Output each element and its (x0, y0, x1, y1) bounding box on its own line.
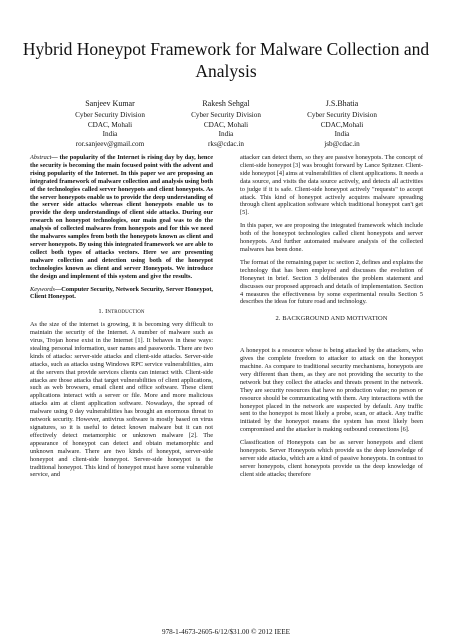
author-location: CDAC, Mohali (87, 120, 133, 129)
background-paragraph: A honeypot is a resource whose is being attacked by the attackers, who gives the complete freedom to attacker to attack on the honeypot machine. As compare to traditional security mechanisms, honeypots are very different than them, as they are not providing the security to the network but they collect the attacks and threats present in the network. They are security resources that have no production value; no person or resource should be communicating with them. Any interactions with the honeypot placed in the network are suspected by default. Any traffic sent to the honeypot is most likely a probe, scan, or attack. Any traffic initiated by the honeypot means the system has most likely been compromised and the attacker is making outbound connections [6]. (240, 347, 423, 434)
section-number: 2. (275, 315, 281, 323)
body-paragraph: attacker can detect them, so they are passive honeypots. The concept of client-side honeypot [3] was brought forward by Lance Spitzner. Client-side honeypot [4] aims at vulnerabilities of client applications. It needs a data source, and visits the data source actively, and detects all activities to judge if it is safe. Client-side honeypot actively "requests" to accept attack. This kind of honeypot actively acquires malware spreading through client application software which traditional honeypot can't get [5]. (240, 154, 423, 217)
intro-paragraph: As the size of the internet is growing, it is becoming very difficult to maintain the security of the Internet. A number of malware such as virus, Trojan horse exist in the Internet [1]. It behaves in these ways: stealing personal information, user names and passwords. There are two kinds of attacks: server-side attacks and client-side attacks. Server-side attacks, such as attacks using Windows RPC service vulnerabilities, aim at the servers that provide services clients can interact with. Client-side attacks are those attacks that target vulnerabilities of client applications, such as web browsers, email client and office software. These client applications interact with a server or file. More and more malicious attacks aim at client application software. Nowadays, the spread of malware using 0 day vulnerabilities has brought an enormous threat to network security. However, antivirus software is mostly based on virus signatures, so it is useful to detect known malware but it can not effectively detect metamorphic or unknown malware [2]. The appearance of honeypot can detect and obtain metamorphic and unknown malware. There are two kinds of honeypot, server-side honeypot and client-side honeypot. Server-side honeypot is the traditional honeypot. This kind of honeypot must have some vulnerable service, and (30, 321, 213, 479)
author-name: J.S.Bhatia (325, 99, 359, 108)
abstract (30, 154, 213, 281)
body-paragraph: In this paper, we are proposing the integrated framework which include both of the honeypot technologies called client honeypots and server honeypots. And further automated malware analysis of the collected malwares has been done. (240, 222, 423, 253)
author-location: CDAC, Mohali (203, 120, 249, 129)
keywords (30, 286, 213, 302)
body-paragraph: The format of the remaining paper is: section 2, defines and explains the technology that has been employed and discusses the evolution of Honeynet in brief. Section 3 deliberates the problem statement and discusses our proposed approach and details of implementation. Section 4 measures the effectiveness by some experimental results Section 5 describes the ideas for future road and technology. (240, 258, 423, 306)
author-location: CDAC,Mohali (320, 120, 364, 129)
copyright-footer: 978-1-4673-2605-6/12/$31.00 © 2012 IEEE (161, 628, 291, 636)
author-country: India (334, 130, 350, 139)
author-name: Sanjeev Kumar (85, 99, 135, 108)
section-number: 1. (98, 308, 104, 316)
right-column (240, 154, 423, 484)
background-paragraph: Classification of Honeypots can be as server honeypots and client honeypots. Server Honeypots which provide us the deep knowledge of server side attacks, which are a kind of passive honeypots. In contrast to server honeypots, client honeypots provide us the deep knowledge of client side attacks; therefore (240, 439, 423, 478)
author-email: jsb@cdac.in (324, 139, 360, 148)
author-affiliation: Cyber Security Division (307, 111, 377, 119)
author-email: rks@cdac.in (208, 139, 244, 148)
abstract-label: Abstract (30, 154, 52, 161)
paper-title: Hybrid Honeypot Framework for Malware Collection and Analysis (22, 39, 430, 81)
author-affiliation: Cyber Security Division (191, 111, 261, 119)
section-heading-background (240, 315, 423, 323)
section-title: BACKGROUND AND MOTIVATION (282, 315, 388, 323)
author-affiliation: Cyber Security Division (75, 111, 145, 119)
author-3 (272, 98, 412, 149)
author-country: India (102, 130, 118, 139)
abstract-text: — the popularity of the Internet is rising day by day, hence the security is becoming the main focused point with the advent and rising popularity of the Internet. In this paper we are proposing an integrated framework of malware collection and analysis using both of the technologies called server honeypots and client honeypots. As the server honeypots enable us to provide the deep understanding of the server side attacks whereas client honeypots enable us to provide the deep understandings of client side attacks. During our research on honeypot technologies, our main goal was to do the analysis of collected malwares from honeypots and for this we need the malwares samples from both the honeypots known as client and server honeypots. By using this integrated framework we are able to collect both types of attacks vectors. Here we are presenting malware collection and detection using both of the honeypot technologies known as client and server Honeypots. We introduce the design and implement of this system and give the results. (30, 154, 213, 280)
left-column (30, 154, 213, 484)
section-heading-introduction (30, 308, 213, 316)
author-email: ror.sanjeev@gmail.com (75, 139, 145, 148)
keywords-text: —Computer Security, Network Security, Server Honeypot, Client Honeypot. (30, 285, 213, 301)
author-country: India (218, 130, 234, 139)
keywords-label: Keywords (30, 285, 55, 293)
section-title: Introduction (105, 308, 145, 316)
author-name: Rakesh Sehgal (202, 99, 250, 108)
